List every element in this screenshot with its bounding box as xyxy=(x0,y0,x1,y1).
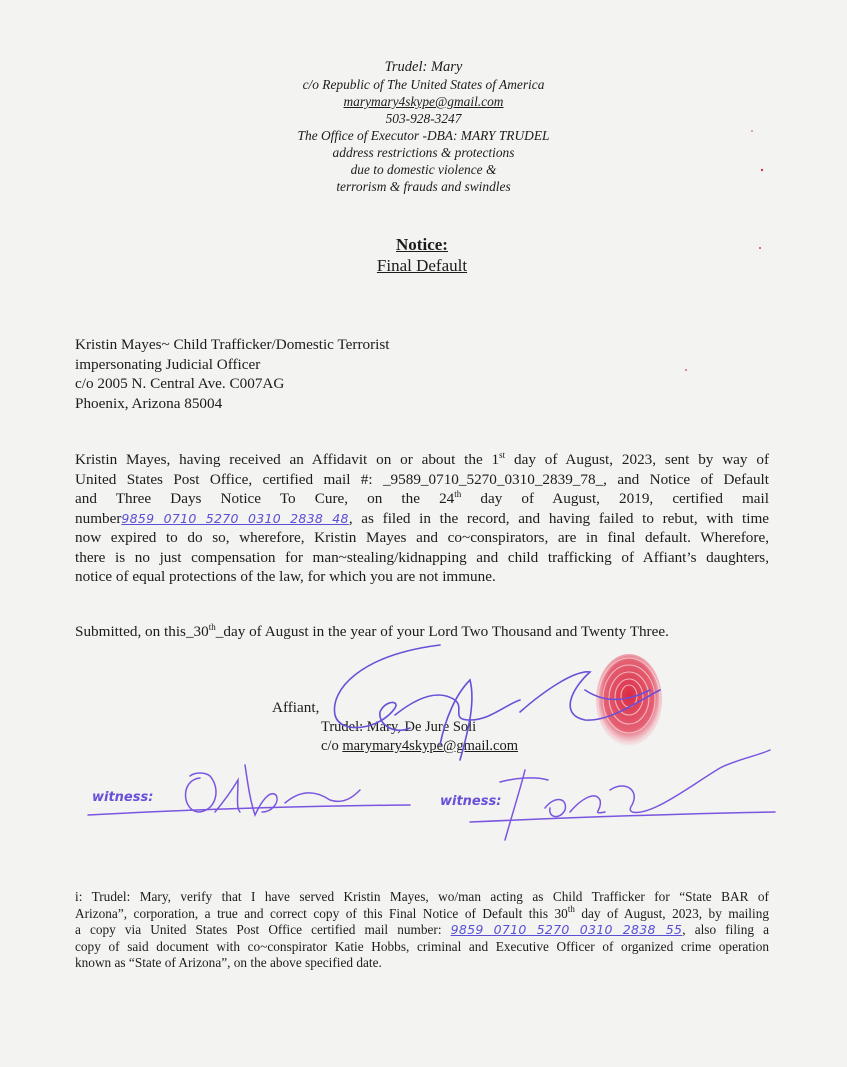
sender-phone: 503-928-3247 xyxy=(385,111,462,126)
cert-text: , also filing a xyxy=(682,922,769,937)
superscript: th xyxy=(208,622,216,632)
submitted-line xyxy=(75,623,669,641)
body-text: Kristin Mayes, having received an Affidavit on or about the 1 xyxy=(75,451,500,468)
affiant-email-link[interactable]: marymary4skype@gmail.com xyxy=(342,738,518,754)
handwritten-mail-number-1: 9859 0710 5270 0310 2838 48 xyxy=(121,510,349,526)
sender-note-3: terrorism & frauds and swindles xyxy=(336,179,511,194)
cert-line-2 xyxy=(75,903,769,923)
cert-text: Arizona”, corporation, a true and correct copy of this Final Notice of Default this 30 xyxy=(75,905,568,921)
body-paragraph xyxy=(75,450,769,587)
handwritten-mail-number-2: 9859 0710 5270 0310 2838 55 xyxy=(450,922,683,937)
sender-header xyxy=(0,58,847,195)
witness-2-signature xyxy=(470,750,775,840)
submitted-text: Submitted, on this_30 xyxy=(75,623,209,640)
body-line-1 xyxy=(75,450,769,470)
cert-line-5: known as “State of Arizona”, on the above specified date. xyxy=(75,955,382,970)
addressee-block xyxy=(75,335,390,413)
body-text: and Three Days Notice To Cure, on the 24 xyxy=(75,490,455,507)
sender-care-of: c/o Republic of The United States of America xyxy=(302,77,545,92)
body-line-3 xyxy=(75,489,769,509)
sender-name: Trudel: Mary xyxy=(384,59,463,75)
title-final-default: Final Default xyxy=(376,256,468,275)
sender-note-1: address restrictions & protections xyxy=(332,145,515,160)
document-title xyxy=(0,234,844,276)
cert-line-3 xyxy=(75,922,769,939)
superscript: st xyxy=(499,450,506,460)
body-text: number xyxy=(75,509,122,527)
witness-1-label: witness: xyxy=(92,790,154,805)
addressee-line-4: Phoenix, Arizona 85004 xyxy=(75,394,223,412)
addressee-line-2: impersonating Judicial Officer xyxy=(75,355,261,373)
body-text: day of August, 2023, sent by way of xyxy=(505,451,769,468)
affiant-email-line xyxy=(321,738,518,755)
cert-line-1: i: Trudel: Mary, verify that I have served Kristin Mayes, wo/man acting as Child Trafficker for “State BAR of xyxy=(75,889,769,904)
title-notice: Notice: xyxy=(396,235,448,254)
cert-text: day of August, 2023, by mailing xyxy=(574,905,769,921)
affiant-care-of: c/o xyxy=(321,738,343,754)
body-text: , as filed in the record, and having failed to rebut, with time xyxy=(348,509,769,527)
body-line-7: notice of equal protections of the law, for which you are not immune. xyxy=(75,568,496,585)
sender-email-link[interactable]: marymary4skype@gmail.com xyxy=(343,94,504,109)
thumbprint-mark xyxy=(596,654,662,746)
body-line-4 xyxy=(75,509,769,529)
submitted-text: _day of August in the year of your Lord Two Thousand and Twenty Three. xyxy=(215,623,669,640)
body-line-6: there is no just compensation for man~stealing/kidnapping and child trafficking of Affiant’s daughters, xyxy=(75,548,769,566)
addressee-line-1: Kristin Mayes~ Child Trafficker/Domestic Terrorist xyxy=(75,336,390,353)
sender-office: The Office of Executor -DBA: MARY TRUDEL xyxy=(297,128,550,143)
cert-text: a copy via United States Post Office certified mail number: xyxy=(75,922,451,937)
witness-2-label: witness: xyxy=(440,794,502,809)
superscript: th xyxy=(567,903,575,914)
body-text: day of August, 2019, certified mail xyxy=(461,490,769,507)
cert-line-4: copy of said document with co~conspirator Katie Hobbs, criminal and Executive Officer of organized crime operation xyxy=(75,938,769,954)
certificate-of-service xyxy=(75,889,769,972)
sender-note-2: due to domestic violence & xyxy=(350,162,497,177)
addressee-line-3: c/o 2005 N. Central Ave. C007AG xyxy=(75,375,285,392)
affiant-label: Affiant, xyxy=(272,699,320,716)
body-line-5: now expired to do so, wherefore, Kristin Mayes and co~conspirators, are in final default. Wherefore, xyxy=(75,529,769,546)
superscript: th xyxy=(454,489,462,499)
affiant-name: Trudel: Mary, De Jure Soli xyxy=(321,719,477,735)
body-line-2: United States Post Office, certified mail #: _9589_0710_5270_0310_2839_78_, and Notice of Default xyxy=(75,470,769,488)
